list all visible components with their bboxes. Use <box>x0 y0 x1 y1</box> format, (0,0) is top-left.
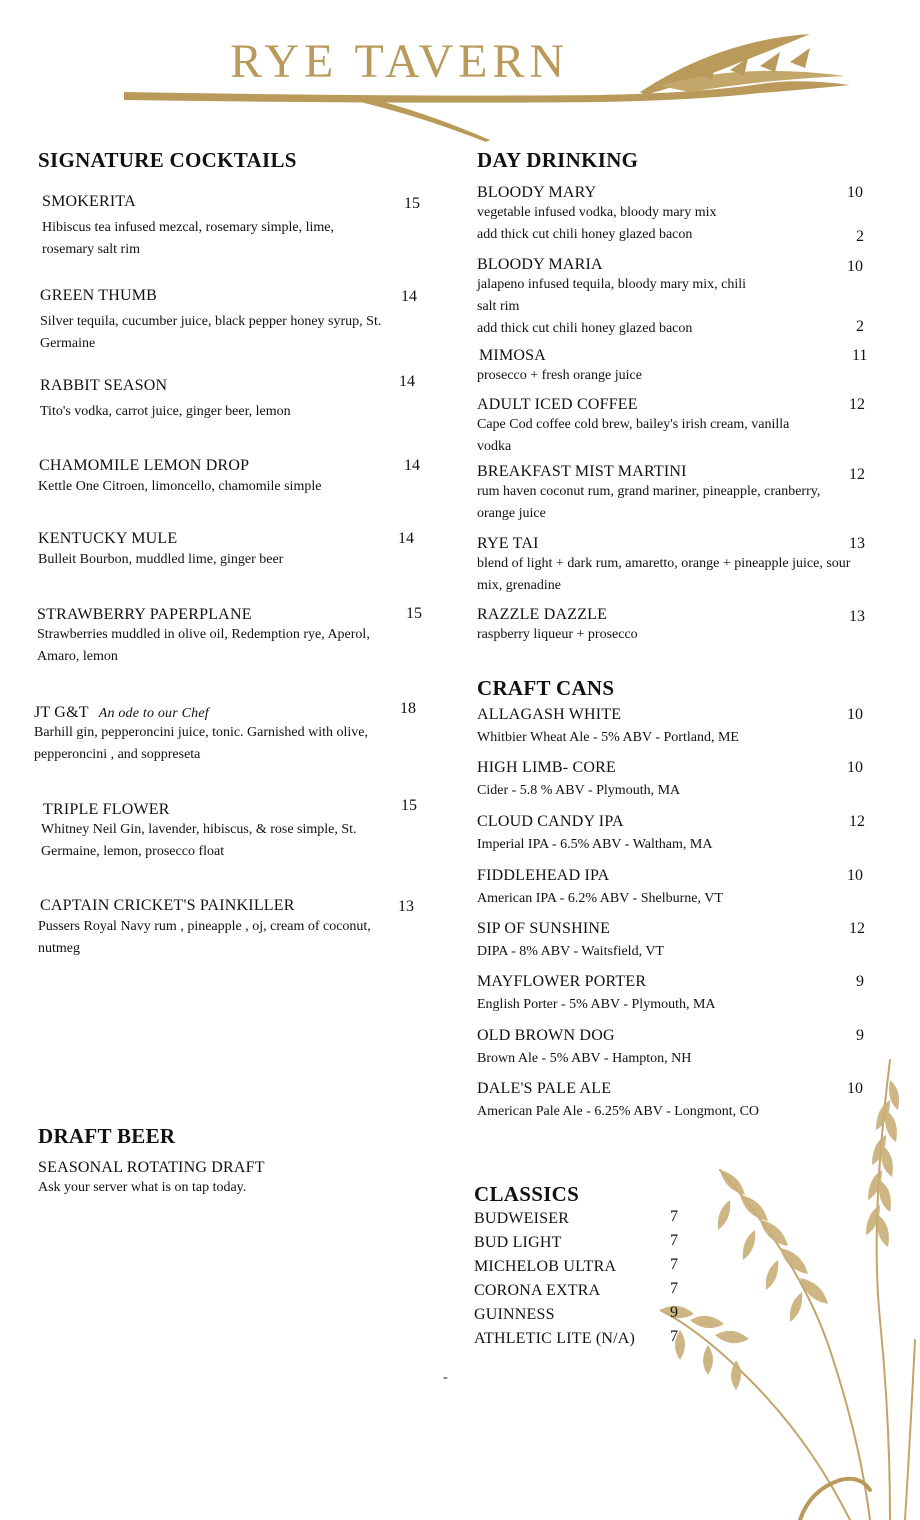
classics-item <box>474 1330 714 1354</box>
brand-title: RYE TAVERN <box>230 35 570 88</box>
can-item <box>477 867 867 910</box>
item-desc: Brown Ale - 5% ABV - Hampton, NH <box>477 1051 692 1066</box>
can-item <box>477 1080 867 1123</box>
item-desc: Strawberries muddled in olive oil, Redemption rye, Aperol, Amaro, lemon <box>37 627 370 664</box>
item-name: RABBIT SEASON <box>40 377 168 394</box>
cocktail-item <box>40 373 430 423</box>
item-desc: Ask your server what is on tap today. <box>38 1180 247 1195</box>
cocktail-item <box>34 700 434 766</box>
item-name: CAPTAIN CRICKET'S PAINKILLER <box>40 897 295 914</box>
item-name: BUD LIGHT <box>474 1234 562 1251</box>
item-desc: Bulleit Bourbon, muddled lime, ginger beer <box>38 552 284 567</box>
item-price: 13 <box>398 898 414 915</box>
item-desc: Imperial IPA - 6.5% ABV - Waltham, MA <box>477 837 713 852</box>
item-price: 15 <box>406 605 422 622</box>
item-price: 12 <box>849 466 865 483</box>
addon-desc: add thick cut chili honey glazed bacon <box>477 321 693 336</box>
item-price: 7 <box>670 1232 678 1249</box>
item-price: 7 <box>670 1328 678 1345</box>
section-title-day: DAY DRINKING <box>477 148 639 172</box>
item-desc: Kettle One Citroen, limoncello, chamomile simple <box>38 479 322 494</box>
item-desc: American IPA - 6.2% ABV - Shelburne, VT <box>477 891 723 906</box>
section-title-cans: CRAFT CANS <box>477 676 615 700</box>
cocktail-item <box>40 897 440 960</box>
addon-price: 2 <box>856 228 864 245</box>
addon-desc: add thick cut chili honey glazed bacon <box>477 227 693 242</box>
item-price: 12 <box>849 396 865 413</box>
item-name: MIMOSA <box>479 347 546 364</box>
item-price: 14 <box>401 288 417 305</box>
item-desc: American Pale Ale - 6.25% ABV - Longmont, CO <box>477 1104 760 1119</box>
can-item <box>477 920 867 963</box>
item-desc: English Porter - 5% ABV - Plymouth, MA <box>477 997 716 1012</box>
item-name: BREAKFAST MIST MARTINI <box>477 463 687 480</box>
item-price: 11 <box>852 347 868 364</box>
item-name: MAYFLOWER PORTER <box>477 973 647 990</box>
item-price: 10 <box>847 867 863 884</box>
item-desc: Cider - 5.8 % ABV - Plymouth, MA <box>477 783 681 798</box>
item-desc: Tito's vodka, carrot juice, ginger beer, lemon <box>40 404 291 419</box>
item-desc: jalapeno infused tequila, bloody mary mix, chili salt rim <box>477 277 747 314</box>
item-price: 12 <box>849 920 865 937</box>
cocktail-item <box>41 797 441 863</box>
item-price: 10 <box>847 706 863 723</box>
item-name: SIP OF SUNSHINE <box>477 920 611 937</box>
can-item <box>477 1027 867 1070</box>
day-item <box>477 184 867 246</box>
item-name: HIGH LIMB- CORE <box>477 759 616 776</box>
item-price: 14 <box>399 373 415 390</box>
classics-item <box>474 1306 714 1330</box>
classics-item <box>474 1282 714 1306</box>
item-desc: rum haven coconut rum, grand mariner, pineapple, cranberry, orange juice <box>477 484 821 521</box>
cocktail-item <box>42 193 432 261</box>
item-name: MICHELOB ULTRA <box>474 1258 617 1275</box>
item-desc: DIPA - 8% ABV - Waitsfield, VT <box>477 944 664 959</box>
item-name: ATHLETIC LITE (N/A) <box>474 1330 636 1347</box>
item-price: 10 <box>847 759 863 776</box>
classics-section <box>474 1182 714 1354</box>
item-desc: vegetable infused vodka, bloody mary mix <box>477 205 717 220</box>
item-name: SMOKERITA <box>42 193 136 210</box>
day-item <box>477 606 867 646</box>
item-desc: Pussers Royal Navy rum , pineapple , oj, cream of coconut, nutmeg <box>38 919 371 956</box>
item-name: BUDWEISER <box>474 1210 570 1227</box>
addon-price: 2 <box>856 318 864 335</box>
item-price: 13 <box>849 608 865 625</box>
classics-list <box>474 1210 714 1354</box>
item-name: GUINNESS <box>474 1306 555 1323</box>
item-price: 10 <box>847 258 863 275</box>
stray-mark: - <box>443 1370 448 1385</box>
item-name: GREEN THUMB <box>40 287 158 304</box>
section-title-classics: CLASSICS <box>474 1182 580 1206</box>
cocktail-item <box>38 457 438 498</box>
item-name: RYE TAI <box>477 535 539 552</box>
item-name: CLOUD CANDY IPA <box>477 813 624 830</box>
item-desc: Whitbier Wheat Ale - 5% ABV - Portland, ME <box>477 730 739 745</box>
classics-item <box>474 1258 714 1282</box>
item-name: BLOODY MARIA <box>477 256 603 273</box>
item-desc: prosecco + fresh orange juice <box>477 368 642 383</box>
item-price: 7 <box>670 1208 678 1225</box>
item-price: 18 <box>400 700 416 717</box>
item-price: 13 <box>849 535 865 552</box>
item-name-text: JT G&T <box>34 704 89 721</box>
item-name: KENTUCKY MULE <box>38 530 178 547</box>
item-price: 10 <box>847 184 863 201</box>
item-desc: Hibiscus tea infused mezcal, rosemary simple, lime, rosemary salt rim <box>42 220 334 257</box>
item-desc: Barhill gin, pepperoncini juice, tonic. Garnished with olive, pepperoncini , and soppreseta <box>34 725 368 762</box>
classics-item <box>474 1234 714 1258</box>
day-drinking-section <box>477 148 877 173</box>
craft-cans-section <box>477 676 877 701</box>
item-desc: Silver tequila, cucumber juice, black pepper honey syrup, St. Germaine <box>40 314 382 351</box>
item-price: 15 <box>404 195 420 212</box>
can-item <box>477 973 867 1016</box>
item-price: 14 <box>398 530 414 547</box>
item-price: 9 <box>856 973 864 990</box>
item-desc: raspberry liqueur + prosecco <box>477 627 638 642</box>
item-price: 14 <box>404 457 420 474</box>
can-item <box>477 813 867 856</box>
item-name: SEASONAL ROTATING DRAFT <box>38 1159 265 1176</box>
item-name: ADULT ICED COFFEE <box>477 396 638 413</box>
item-name: CHAMOMILE LEMON DROP <box>39 457 250 474</box>
item-name: OLD BROWN DOG <box>477 1027 615 1044</box>
can-item <box>477 706 867 749</box>
cocktail-item <box>38 530 438 571</box>
draft-beer-section <box>38 1124 438 1199</box>
section-title-signature: SIGNATURE COCKTAILS <box>38 148 297 172</box>
item-name: RAZZLE DAZZLE <box>477 606 608 623</box>
can-item <box>477 759 867 802</box>
item-name: BLOODY MARY <box>477 184 597 201</box>
item-note: An ode to our Chef <box>98 706 209 721</box>
item-name: ALLAGASH WHITE <box>477 706 622 723</box>
day-item <box>477 535 867 597</box>
item-price: 12 <box>849 813 865 830</box>
item-price: 9 <box>670 1304 678 1321</box>
item-desc: blend of light + dark rum, amaretto, orange + pineapple juice, sour mix, grenadine <box>477 556 851 593</box>
item-name <box>34 704 434 722</box>
day-item <box>477 347 867 387</box>
item-name: DALE'S PALE ALE <box>477 1080 612 1097</box>
item-price: 15 <box>401 797 417 814</box>
classics-item <box>474 1210 714 1234</box>
cocktail-item <box>37 606 437 668</box>
item-name: FIDDLEHEAD IPA <box>477 867 610 884</box>
item-name: TRIPLE FLOWER <box>43 801 170 818</box>
section-title-draft: DRAFT BEER <box>38 1124 176 1148</box>
item-desc: Cape Cod coffee cold brew, bailey's irish cream, vanilla vodka <box>477 417 790 454</box>
item-desc: Whitney Neil Gin, lavender, hibiscus, & rose simple, St. Germaine, lemon, prosecco float <box>41 822 357 859</box>
item-name: CORONA EXTRA <box>474 1282 601 1299</box>
day-item <box>477 256 867 340</box>
item-price: 10 <box>847 1080 863 1097</box>
item-price: 7 <box>670 1280 678 1297</box>
item-price: 7 <box>670 1256 678 1273</box>
signature-cocktails-section <box>38 148 438 173</box>
item-name: STRAWBERRY PAPERPLANE <box>37 606 252 623</box>
cocktail-item <box>40 287 430 355</box>
day-item <box>477 396 867 458</box>
day-item <box>477 463 867 525</box>
item-price: 9 <box>856 1027 864 1044</box>
